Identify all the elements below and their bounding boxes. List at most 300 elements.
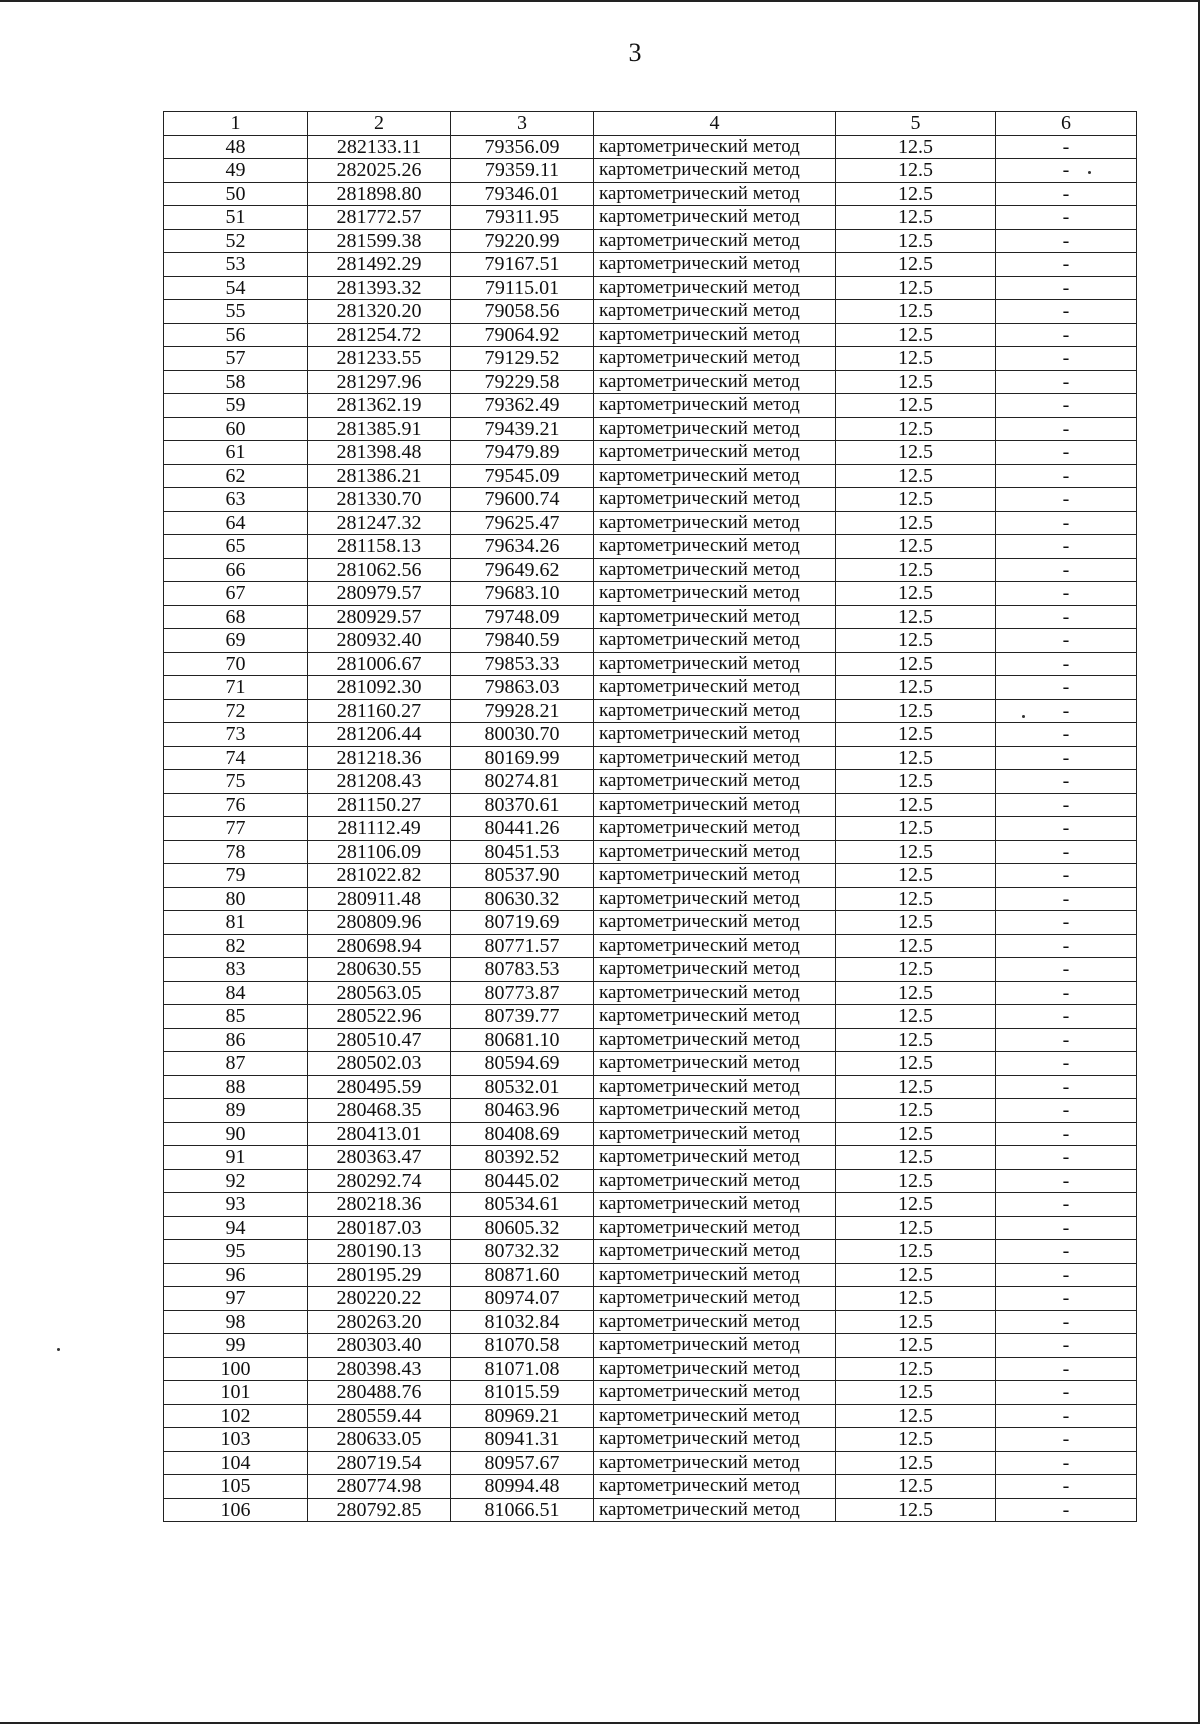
cell-method: картометрический метод [594,1028,836,1052]
cell-x-coordinate: 281772.57 [308,206,451,230]
cell-point-number: 62 [164,464,308,488]
cell-x-coordinate: 281386.21 [308,464,451,488]
cell-x-coordinate: 280719.54 [308,1451,451,1475]
table-row [164,135,1137,159]
table-row [164,347,1137,371]
cell-method: картометрический метод [594,276,836,300]
cell-x-coordinate: 280522.96 [308,1005,451,1029]
table-row [164,1216,1137,1240]
cell-y-coordinate: 79115.01 [451,276,594,300]
cell-note: - [996,1122,1137,1146]
cell-x-coordinate: 281898.80 [308,182,451,206]
table-row [164,887,1137,911]
cell-note: - [996,370,1137,394]
cell-precision: 12.5 [836,1052,996,1076]
table-row [164,652,1137,676]
cell-y-coordinate: 80630.32 [451,887,594,911]
cell-point-number: 105 [164,1475,308,1499]
table-row [164,1028,1137,1052]
cell-method: картометрический метод [594,676,836,700]
table-row [164,723,1137,747]
cell-y-coordinate: 80451.53 [451,840,594,864]
cell-y-coordinate: 80445.02 [451,1169,594,1193]
table-row [164,300,1137,324]
cell-note: - [996,1146,1137,1170]
cell-method: картометрический метод [594,1240,836,1264]
table-row [164,1122,1137,1146]
cell-point-number: 54 [164,276,308,300]
table-row [164,1075,1137,1099]
cell-method: картометрический метод [594,1428,836,1452]
table-row [164,535,1137,559]
cell-y-coordinate: 79853.33 [451,652,594,676]
cell-note: - [996,229,1137,253]
table-row [164,276,1137,300]
cell-y-coordinate: 80974.07 [451,1287,594,1311]
cell-point-number: 78 [164,840,308,864]
cell-precision: 12.5 [836,1193,996,1217]
cell-note: - [996,723,1137,747]
cell-precision: 12.5 [836,135,996,159]
cell-method: картометрический метод [594,1052,836,1076]
cell-y-coordinate: 80783.53 [451,958,594,982]
cell-x-coordinate: 280303.40 [308,1334,451,1358]
cell-precision: 12.5 [836,1122,996,1146]
cell-method: картометрический метод [594,1146,836,1170]
cell-note: - [996,535,1137,559]
cell-y-coordinate: 80030.70 [451,723,594,747]
cell-y-coordinate: 79058.56 [451,300,594,324]
cell-x-coordinate: 281398.48 [308,441,451,465]
cell-method: картометрический метод [594,629,836,653]
cell-point-number: 74 [164,746,308,770]
cell-method: картометрический метод [594,1005,836,1029]
table-row [164,229,1137,253]
cell-note: - [996,1193,1137,1217]
cell-point-number: 57 [164,347,308,371]
cell-point-number: 87 [164,1052,308,1076]
cell-point-number: 60 [164,417,308,441]
cell-point-number: 90 [164,1122,308,1146]
scan-speck [57,1348,60,1351]
cell-method: картометрический метод [594,229,836,253]
cell-note: - [996,887,1137,911]
cell-method: картометрический метод [594,417,836,441]
table-row [164,1005,1137,1029]
cell-y-coordinate: 80969.21 [451,1404,594,1428]
cell-x-coordinate: 280633.05 [308,1428,451,1452]
cell-precision: 12.5 [836,1169,996,1193]
cell-x-coordinate: 282133.11 [308,135,451,159]
cell-y-coordinate: 79362.49 [451,394,594,418]
cell-method: картометрический метод [594,699,836,723]
cell-note: - [996,1028,1137,1052]
cell-note: - [996,159,1137,183]
cell-x-coordinate: 281393.32 [308,276,451,300]
cell-note: - [996,1357,1137,1381]
cell-note: - [996,394,1137,418]
cell-note: - [996,1005,1137,1029]
table-row [164,1146,1137,1170]
table-row [164,370,1137,394]
table-row [164,323,1137,347]
cell-note: - [996,605,1137,629]
cell-method: картометрический метод [594,347,836,371]
cell-precision: 12.5 [836,182,996,206]
table-row [164,582,1137,606]
cell-x-coordinate: 280510.47 [308,1028,451,1052]
cell-precision: 12.5 [836,934,996,958]
cell-x-coordinate: 280195.29 [308,1263,451,1287]
cell-method: картометрический метод [594,1263,836,1287]
cell-x-coordinate: 281208.43 [308,770,451,794]
cell-precision: 12.5 [836,1028,996,1052]
cell-method: картометрический метод [594,558,836,582]
cell-note: - [996,300,1137,324]
cell-method: картометрический метод [594,746,836,770]
cell-y-coordinate: 80274.81 [451,770,594,794]
cell-method: картометрический метод [594,1310,836,1334]
cell-precision: 12.5 [836,817,996,841]
cell-method: картометрический метод [594,370,836,394]
cell-note: - [996,699,1137,723]
cell-x-coordinate: 280774.98 [308,1475,451,1499]
column-header-2: 2 [308,112,451,136]
cell-note: - [996,746,1137,770]
cell-precision: 12.5 [836,1099,996,1123]
cell-x-coordinate: 280979.57 [308,582,451,606]
cell-method: картометрический метод [594,1216,836,1240]
cell-x-coordinate: 281106.09 [308,840,451,864]
cell-precision: 12.5 [836,1075,996,1099]
cell-y-coordinate: 81066.51 [451,1498,594,1522]
cell-point-number: 56 [164,323,308,347]
cell-point-number: 59 [164,394,308,418]
cell-x-coordinate: 281092.30 [308,676,451,700]
cell-method: картометрический метод [594,488,836,512]
cell-y-coordinate: 80773.87 [451,981,594,1005]
cell-precision: 12.5 [836,229,996,253]
cell-note: - [996,958,1137,982]
cell-y-coordinate: 81070.58 [451,1334,594,1358]
cell-point-number: 72 [164,699,308,723]
cell-note: - [996,1498,1137,1522]
cell-precision: 12.5 [836,582,996,606]
cell-note: - [996,1310,1137,1334]
cell-precision: 12.5 [836,1404,996,1428]
cell-precision: 12.5 [836,394,996,418]
cell-point-number: 79 [164,864,308,888]
cell-x-coordinate: 281160.27 [308,699,451,723]
cell-precision: 12.5 [836,535,996,559]
cell-x-coordinate: 281254.72 [308,323,451,347]
cell-method: картометрический метод [594,511,836,535]
table-row [164,1451,1137,1475]
cell-note: - [996,981,1137,1005]
cell-precision: 12.5 [836,1287,996,1311]
cell-precision: 12.5 [836,1240,996,1264]
cell-method: картометрический метод [594,159,836,183]
cell-y-coordinate: 80532.01 [451,1075,594,1099]
cell-point-number: 49 [164,159,308,183]
cell-method: картометрический метод [594,1498,836,1522]
cell-y-coordinate: 79346.01 [451,182,594,206]
cell-note: - [996,464,1137,488]
table-row [164,253,1137,277]
cell-method: картометрический метод [594,981,836,1005]
cell-method: картометрический метод [594,441,836,465]
cell-y-coordinate: 79649.62 [451,558,594,582]
cell-note: - [996,1216,1137,1240]
cell-method: картометрический метод [594,652,836,676]
cell-precision: 12.5 [836,629,996,653]
cell-y-coordinate: 80957.67 [451,1451,594,1475]
cell-y-coordinate: 81015.59 [451,1381,594,1405]
cell-point-number: 86 [164,1028,308,1052]
cell-precision: 12.5 [836,206,996,230]
cell-method: картометрический метод [594,864,836,888]
column-header-1: 1 [164,112,308,136]
cell-x-coordinate: 280911.48 [308,887,451,911]
cell-method: картометрический метод [594,958,836,982]
cell-y-coordinate: 80169.99 [451,746,594,770]
cell-precision: 12.5 [836,699,996,723]
cell-note: - [996,558,1137,582]
cell-x-coordinate: 280488.76 [308,1381,451,1405]
cell-note: - [996,1451,1137,1475]
cell-point-number: 83 [164,958,308,982]
cell-point-number: 99 [164,1334,308,1358]
cell-point-number: 51 [164,206,308,230]
cell-note: - [996,817,1137,841]
cell-note: - [996,582,1137,606]
cell-precision: 12.5 [836,1263,996,1287]
cell-method: картометрический метод [594,1122,836,1146]
table-row [164,1428,1137,1452]
cell-note: - [996,1075,1137,1099]
cell-precision: 12.5 [836,558,996,582]
cell-y-coordinate: 79863.03 [451,676,594,700]
cell-point-number: 95 [164,1240,308,1264]
cell-point-number: 84 [164,981,308,1005]
cell-point-number: 96 [164,1263,308,1287]
table-row [164,699,1137,723]
cell-precision: 12.5 [836,1475,996,1499]
cell-point-number: 50 [164,182,308,206]
cell-point-number: 80 [164,887,308,911]
cell-precision: 12.5 [836,652,996,676]
cell-precision: 12.5 [836,1381,996,1405]
cell-method: картометрический метод [594,535,836,559]
cell-x-coordinate: 280630.55 [308,958,451,982]
cell-precision: 12.5 [836,300,996,324]
cell-y-coordinate: 79479.89 [451,441,594,465]
cell-point-number: 85 [164,1005,308,1029]
cell-x-coordinate: 281247.32 [308,511,451,535]
cell-method: картометрический метод [594,723,836,747]
table-row [164,159,1137,183]
cell-precision: 12.5 [836,1498,996,1522]
cell-y-coordinate: 79625.47 [451,511,594,535]
table-row [164,182,1137,206]
cell-note: - [996,276,1137,300]
cell-note: - [996,1263,1137,1287]
table-row [164,1263,1137,1287]
cell-y-coordinate: 80537.90 [451,864,594,888]
cell-note: - [996,840,1137,864]
table-row [164,629,1137,653]
cell-precision: 12.5 [836,746,996,770]
cell-point-number: 100 [164,1357,308,1381]
cell-x-coordinate: 280698.94 [308,934,451,958]
cell-note: - [996,1240,1137,1264]
cell-x-coordinate: 281330.70 [308,488,451,512]
cell-point-number: 53 [164,253,308,277]
cell-method: картометрический метод [594,1099,836,1123]
cell-point-number: 77 [164,817,308,841]
cell-precision: 12.5 [836,159,996,183]
table-row [164,1475,1137,1499]
table-row [164,1099,1137,1123]
cell-note: - [996,417,1137,441]
scan-speck [1088,171,1091,174]
cell-precision: 12.5 [836,347,996,371]
cell-y-coordinate: 79840.59 [451,629,594,653]
cell-note: - [996,864,1137,888]
cell-x-coordinate: 281320.20 [308,300,451,324]
cell-method: картометрический метод [594,770,836,794]
cell-y-coordinate: 80719.69 [451,911,594,935]
cell-y-coordinate: 79545.09 [451,464,594,488]
cell-x-coordinate: 282025.26 [308,159,451,183]
cell-note: - [996,323,1137,347]
table-row [164,1052,1137,1076]
cell-precision: 12.5 [836,840,996,864]
cell-point-number: 73 [164,723,308,747]
cell-x-coordinate: 281150.27 [308,793,451,817]
table-row [164,746,1137,770]
cell-method: картометрический метод [594,253,836,277]
cell-method: картометрический метод [594,1451,836,1475]
cell-method: картометрический метод [594,1334,836,1358]
cell-note: - [996,182,1137,206]
cell-x-coordinate: 280292.74 [308,1169,451,1193]
coordinates-table [163,111,1137,1522]
cell-y-coordinate: 79634.26 [451,535,594,559]
cell-y-coordinate: 80441.26 [451,817,594,841]
cell-method: картометрический метод [594,1404,836,1428]
cell-method: картометрический метод [594,182,836,206]
cell-method: картометрический метод [594,911,836,935]
table-row [164,206,1137,230]
cell-note: - [996,1475,1137,1499]
cell-note: - [996,488,1137,512]
table-row [164,1287,1137,1311]
cell-point-number: 63 [164,488,308,512]
table-row [164,394,1137,418]
cell-precision: 12.5 [836,911,996,935]
table-row [164,770,1137,794]
cell-y-coordinate: 79229.58 [451,370,594,394]
cell-x-coordinate: 280220.22 [308,1287,451,1311]
cell-x-coordinate: 280363.47 [308,1146,451,1170]
table-row [164,817,1137,841]
table-body [164,135,1137,1522]
cell-y-coordinate: 79600.74 [451,488,594,512]
cell-point-number: 68 [164,605,308,629]
cell-y-coordinate: 81032.84 [451,1310,594,1334]
cell-precision: 12.5 [836,676,996,700]
cell-method: картометрический метод [594,1193,836,1217]
cell-point-number: 52 [164,229,308,253]
cell-note: - [996,206,1137,230]
cell-method: картометрический метод [594,1169,836,1193]
cell-x-coordinate: 280809.96 [308,911,451,935]
table-row [164,488,1137,512]
cell-precision: 12.5 [836,1005,996,1029]
cell-x-coordinate: 281599.38 [308,229,451,253]
cell-precision: 12.5 [836,723,996,747]
cell-method: картометрический метод [594,394,836,418]
cell-y-coordinate: 80534.61 [451,1193,594,1217]
cell-precision: 12.5 [836,887,996,911]
cell-point-number: 102 [164,1404,308,1428]
table-row [164,793,1137,817]
cell-point-number: 89 [164,1099,308,1123]
cell-point-number: 92 [164,1169,308,1193]
table-row [164,1310,1137,1334]
cell-point-number: 81 [164,911,308,935]
cell-point-number: 94 [164,1216,308,1240]
cell-y-coordinate: 80941.31 [451,1428,594,1452]
cell-method: картометрический метод [594,582,836,606]
cell-method: картометрический метод [594,1357,836,1381]
cell-y-coordinate: 79129.52 [451,347,594,371]
cell-point-number: 66 [164,558,308,582]
cell-y-coordinate: 80605.32 [451,1216,594,1240]
table-row [164,558,1137,582]
cell-point-number: 106 [164,1498,308,1522]
table-row [164,1498,1137,1522]
cell-point-number: 71 [164,676,308,700]
cell-y-coordinate: 80681.10 [451,1028,594,1052]
cell-method: картометрический метод [594,323,836,347]
cell-point-number: 55 [164,300,308,324]
cell-precision: 12.5 [836,1146,996,1170]
column-header-3: 3 [451,112,594,136]
cell-y-coordinate: 79220.99 [451,229,594,253]
cell-y-coordinate: 80463.96 [451,1099,594,1123]
cell-x-coordinate: 280495.59 [308,1075,451,1099]
cell-method: картометрический метод [594,840,836,864]
cell-x-coordinate: 281385.91 [308,417,451,441]
cell-method: картометрический метод [594,1475,836,1499]
table-row [164,840,1137,864]
cell-x-coordinate: 280413.01 [308,1122,451,1146]
cell-point-number: 98 [164,1310,308,1334]
cell-precision: 12.5 [836,276,996,300]
cell-note: - [996,629,1137,653]
cell-note: - [996,652,1137,676]
cell-point-number: 48 [164,135,308,159]
cell-y-coordinate: 79064.92 [451,323,594,347]
cell-y-coordinate: 81071.08 [451,1357,594,1381]
cell-x-coordinate: 281297.96 [308,370,451,394]
cell-precision: 12.5 [836,417,996,441]
cell-point-number: 58 [164,370,308,394]
cell-precision: 12.5 [836,1334,996,1358]
cell-y-coordinate: 80392.52 [451,1146,594,1170]
